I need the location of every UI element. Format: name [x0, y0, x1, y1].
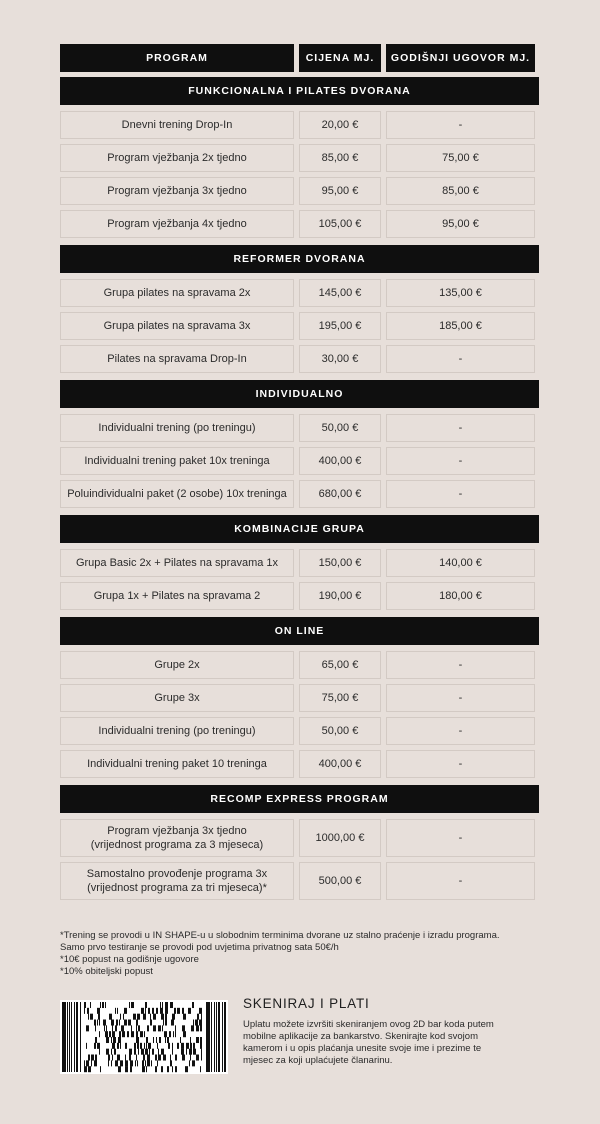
- program-name-line: Samostalno provođenje programa 3x: [86, 867, 268, 880]
- yearly-price: -: [386, 480, 535, 508]
- monthly-price: 190,00 €: [299, 582, 381, 610]
- section-header: KOMBINACIJE GRUPA: [60, 515, 539, 543]
- monthly-price: 195,00 €: [299, 312, 381, 340]
- table-header: [60, 44, 539, 72]
- program-name-line: Grupe 3x: [154, 691, 200, 704]
- program-name: [60, 582, 294, 610]
- yearly-price: 85,00 €: [386, 177, 535, 205]
- table-row: [60, 684, 539, 712]
- section-header: INDIVIDUALNO: [60, 380, 539, 408]
- program-name-line: (vrijednost programa za 3 mjeseca): [90, 839, 264, 851]
- program-name: [60, 345, 294, 373]
- section-header: ON LINE: [60, 617, 539, 645]
- section-header: REFORMER DVORANA: [60, 245, 539, 273]
- column-header-program: PROGRAM: [60, 44, 294, 72]
- payment-title: SKENIRAJ I PLATI: [243, 996, 370, 1011]
- monthly-price: 400,00 €: [299, 750, 381, 778]
- footnote: *10€ popust na godišnje ugovore: [60, 954, 199, 965]
- program-name-line: Individualni trening paket 10 treninga: [87, 757, 267, 770]
- table-row: [60, 312, 539, 340]
- monthly-price: 65,00 €: [299, 651, 381, 679]
- program-name: [60, 819, 294, 857]
- program-name: [60, 717, 294, 745]
- monthly-price: 105,00 €: [299, 210, 381, 238]
- monthly-price: 680,00 €: [299, 480, 381, 508]
- program-name-line: Grupa Basic 2x + Pilates na spravama 1x: [75, 556, 279, 569]
- table-row: [60, 144, 539, 172]
- table-row: [60, 862, 539, 900]
- yearly-price: -: [386, 111, 535, 139]
- table-row: [60, 111, 539, 139]
- yearly-price: -: [386, 750, 535, 778]
- program-name: [60, 862, 294, 900]
- yearly-price: 95,00 €: [386, 210, 535, 238]
- column-header-price: CIJENA MJ.: [299, 44, 381, 72]
- section-header: FUNKCIONALNA I PILATES DVORANA: [60, 77, 539, 105]
- program-name: [60, 480, 294, 508]
- program-name: [60, 447, 294, 475]
- yearly-price: -: [386, 345, 535, 373]
- payment-line: kamerom i u opis plaćanja unesite svoje ime i prezime te: [243, 1043, 482, 1054]
- monthly-price: 95,00 €: [299, 177, 381, 205]
- table-row: [60, 447, 539, 475]
- table-row: [60, 345, 539, 373]
- yearly-price: 140,00 €: [386, 549, 535, 577]
- program-name: [60, 549, 294, 577]
- program-name-line: Program vježbanja 2x tjedno: [107, 151, 247, 164]
- table-row: [60, 819, 539, 857]
- column-header-yearly: GODIŠNJI UGOVOR MJ.: [386, 44, 535, 72]
- payment-line: Uplatu možete izvršiti skeniranjem ovog 2D bar koda putem: [243, 1019, 494, 1030]
- table-row: [60, 414, 539, 442]
- monthly-price: 145,00 €: [299, 279, 381, 307]
- table-row: [60, 177, 539, 205]
- monthly-price: 85,00 €: [299, 144, 381, 172]
- yearly-price: -: [386, 819, 535, 857]
- program-name: [60, 651, 294, 679]
- program-name: [60, 684, 294, 712]
- program-name-line: Program vježbanja 4x tjedno: [107, 217, 247, 230]
- footnote: Samo prvo testiranje se provodi pod uvjetima privatnog sata 50€/h: [60, 942, 339, 953]
- program-name: [60, 279, 294, 307]
- program-name-line: Grupa pilates na spravama 3x: [103, 319, 251, 332]
- monthly-price: 1000,00 €: [299, 819, 381, 857]
- table-row: [60, 210, 539, 238]
- program-name-line: Individualni trening (po treningu): [98, 724, 256, 737]
- yearly-price: -: [386, 684, 535, 712]
- yearly-price: 135,00 €: [386, 279, 535, 307]
- monthly-price: 50,00 €: [299, 414, 381, 442]
- monthly-price: 500,00 €: [299, 862, 381, 900]
- payment-info: [243, 996, 538, 1067]
- program-name: [60, 750, 294, 778]
- program-name: [60, 414, 294, 442]
- program-name-line: (vrijednost programa za tri mjeseca)*: [87, 882, 267, 894]
- yearly-price: 75,00 €: [386, 144, 535, 172]
- table-row: [60, 582, 539, 610]
- monthly-price: 50,00 €: [299, 717, 381, 745]
- table-row: [60, 651, 539, 679]
- program-name-line: Program vježbanja 3x tjedno: [107, 184, 247, 197]
- program-name-line: Program vježbanja 3x tjedno: [107, 824, 247, 837]
- yearly-price: 185,00 €: [386, 312, 535, 340]
- table-sections: [60, 77, 539, 900]
- yearly-price: -: [386, 414, 535, 442]
- monthly-price: 75,00 €: [299, 684, 381, 712]
- yearly-price: -: [386, 651, 535, 679]
- program-name-line: Individualni trening (po treningu): [98, 421, 256, 434]
- monthly-price: 20,00 €: [299, 111, 381, 139]
- table-row: [60, 480, 539, 508]
- program-name: [60, 144, 294, 172]
- program-name: [60, 177, 294, 205]
- program-name-line: Grupa pilates na spravama 2x: [103, 286, 251, 299]
- program-name-line: Poluindividualni paket (2 osobe) 10x treninga: [67, 487, 287, 500]
- yearly-price: 180,00 €: [386, 582, 535, 610]
- yearly-price: -: [386, 862, 535, 900]
- table-row: [60, 750, 539, 778]
- table-row: [60, 717, 539, 745]
- footnote: *10% obiteljski popust: [60, 966, 153, 977]
- section-header: RECOMP EXPRESS PROGRAM: [60, 785, 539, 813]
- payment-line: mjesec za koji uplaćujete članarinu.: [243, 1055, 393, 1066]
- footnote: *Trening se provodi u IN SHAPE-u u slobodnim terminima dvorane uz stalno praćenje i izradu programa.: [60, 930, 500, 941]
- footnotes: [60, 930, 550, 978]
- payment-text: [243, 1019, 538, 1067]
- payment-line: mobilne aplikacije za bankarstvo. Skenirajte kod svojom: [243, 1031, 478, 1042]
- monthly-price: 30,00 €: [299, 345, 381, 373]
- program-name-line: Grupe 2x: [154, 658, 200, 671]
- monthly-price: 150,00 €: [299, 549, 381, 577]
- program-name-line: Grupa 1x + Pilates na spravama 2: [93, 589, 261, 602]
- table-row: [60, 279, 539, 307]
- program-name-line: Dnevni trening Drop-In: [121, 118, 233, 131]
- program-name: [60, 312, 294, 340]
- monthly-price: 400,00 €: [299, 447, 381, 475]
- program-name-line: Pilates na spravama Drop-In: [107, 352, 247, 365]
- price-table: [60, 44, 539, 905]
- table-row: [60, 549, 539, 577]
- program-name: [60, 210, 294, 238]
- yearly-price: -: [386, 717, 535, 745]
- yearly-price: -: [386, 447, 535, 475]
- program-name: [60, 111, 294, 139]
- pdf417-barcode-icon: [60, 1000, 228, 1074]
- program-name-line: Individualni trening paket 10x treninga: [84, 454, 270, 467]
